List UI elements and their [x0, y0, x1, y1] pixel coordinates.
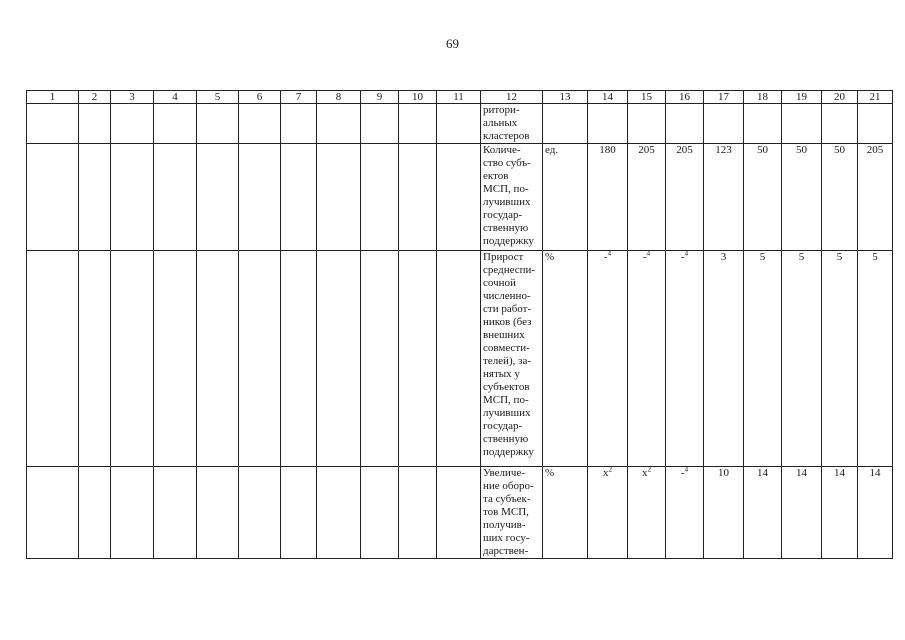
value-cell [744, 144, 782, 251]
value-cell [588, 104, 628, 144]
unit-cell: ед. [543, 144, 588, 251]
empty-cell [317, 251, 361, 467]
value-text: - [642, 251, 647, 263]
value-cell [704, 251, 744, 467]
empty-cell [437, 467, 481, 559]
indicator-text-line: ство субъ- [483, 157, 531, 169]
footnote-mark: 2 [608, 466, 612, 474]
value-text: 14 [796, 467, 807, 479]
column-header-11: 11 [437, 91, 481, 104]
empty-cell [239, 467, 281, 559]
empty-cell [317, 467, 361, 559]
value-cell [628, 144, 666, 251]
value-text: 205 [866, 144, 884, 156]
value-cell [704, 467, 744, 559]
column-header-19: 19 [782, 91, 822, 104]
value-text: 10 [718, 467, 729, 479]
value-text: - [680, 251, 685, 263]
empty-cell [281, 144, 317, 251]
unit-cell [543, 104, 588, 144]
empty-cell [197, 104, 239, 144]
value-cell [744, 104, 782, 144]
indicator-text-line: дарствен- [483, 545, 529, 557]
value-cell [704, 144, 744, 251]
empty-cell [111, 251, 154, 467]
indicator-text-line: Прирост [483, 251, 524, 263]
column-header-21: 21 [858, 91, 893, 104]
value-text: x [603, 467, 609, 479]
empty-cell [79, 144, 111, 251]
empty-cell [239, 144, 281, 251]
footnote-mark: 2 [647, 466, 651, 474]
value-text: 5 [759, 251, 766, 263]
value-cell [628, 467, 666, 559]
indicator-text-line: получив- [483, 519, 526, 531]
page-number: 69 [446, 36, 459, 51]
empty-cell [437, 144, 481, 251]
indicator-text-line: сочной [483, 277, 516, 289]
footnote-mark: 4 [684, 466, 689, 474]
value-cell [628, 251, 666, 467]
indicator-text-line: телей), за- [483, 355, 532, 367]
empty-cell [317, 144, 361, 251]
column-header-9: 9 [361, 91, 399, 104]
table-row [27, 144, 893, 251]
indicator-text-line: ственную [483, 222, 529, 234]
table-row [27, 251, 893, 467]
empty-cell [437, 251, 481, 467]
column-header-2: 2 [79, 91, 111, 104]
indicator-text-line: поддержку [483, 235, 534, 247]
indicator-text-line: численно- [483, 290, 531, 302]
indicator-text-line: ших госу- [483, 532, 530, 544]
indicator-text-line: альных [483, 117, 518, 129]
value-text: 14 [757, 467, 768, 479]
value-cell [858, 144, 893, 251]
empty-cell [79, 104, 111, 144]
column-header-5: 5 [197, 91, 239, 104]
column-header-7: 7 [281, 91, 317, 104]
value-cell [666, 144, 704, 251]
empty-cell [154, 251, 197, 467]
empty-cell [399, 251, 437, 467]
indicator-text-line: ектов [483, 170, 509, 182]
empty-cell [317, 104, 361, 144]
value-text: - [603, 251, 608, 263]
indicator-text-line: субъектов [483, 381, 530, 393]
value-text: 14 [834, 467, 845, 479]
empty-cell [399, 144, 437, 251]
column-header-13: 13 [543, 91, 588, 104]
indicator-text-line: ников (без [483, 316, 532, 328]
value-cell [744, 467, 782, 559]
value-text: 14 [869, 467, 881, 479]
empty-cell [281, 104, 317, 144]
value-cell [858, 104, 893, 144]
column-header-20: 20 [822, 91, 858, 104]
indicator-cell [481, 104, 543, 144]
empty-cell [437, 104, 481, 144]
empty-cell [154, 104, 197, 144]
value-cell [858, 251, 893, 467]
value-text: 3 [720, 251, 727, 263]
indicator-text-line: внешних [483, 329, 525, 341]
value-cell [666, 251, 704, 467]
column-header-8: 8 [317, 91, 361, 104]
empty-cell [79, 467, 111, 559]
column-header-17: 17 [704, 91, 744, 104]
empty-cell [154, 467, 197, 559]
column-header-3: 3 [111, 91, 154, 104]
indicator-text-line: та субъек- [483, 493, 531, 505]
empty-cell [79, 251, 111, 467]
indicator-text-line: ритори- [483, 104, 520, 116]
indicator-text-line: МСП, по- [483, 183, 529, 195]
column-header-16: 16 [666, 91, 704, 104]
indicator-text-line: ственную [483, 433, 529, 445]
value-cell [858, 467, 893, 559]
column-header-1: 1 [27, 91, 79, 104]
empty-cell [281, 467, 317, 559]
value-text: 50 [796, 144, 807, 156]
indicator-text-line: государ- [483, 209, 523, 221]
value-cell [704, 104, 744, 144]
value-text: 180 [599, 144, 616, 156]
empty-cell [197, 251, 239, 467]
indicator-text-line: среднеспи- [483, 264, 536, 276]
value-cell [822, 251, 858, 467]
header-row [27, 91, 893, 104]
indicator-text-line: совмести- [483, 342, 530, 354]
empty-cell [197, 144, 239, 251]
indicator-text-line: ние оборо- [483, 480, 534, 492]
empty-cell [111, 104, 154, 144]
empty-cell [111, 467, 154, 559]
empty-cell [281, 251, 317, 467]
empty-cell [27, 144, 79, 251]
table-row [27, 467, 893, 559]
empty-cell [27, 104, 79, 144]
empty-cell [361, 467, 399, 559]
value-text: 205 [638, 144, 655, 156]
value-text: 50 [757, 144, 768, 156]
data-table [26, 90, 893, 559]
footnote-mark: 4 [646, 250, 651, 258]
unit-cell: % [543, 467, 588, 559]
empty-cell [361, 104, 399, 144]
value-text: 205 [676, 144, 693, 156]
value-text: 5 [872, 251, 878, 263]
column-header-10: 10 [399, 91, 437, 104]
value-cell [782, 144, 822, 251]
indicator-text-line: нятых у [483, 368, 520, 380]
indicator-cell [481, 467, 543, 559]
value-cell [782, 251, 822, 467]
value-cell [588, 467, 628, 559]
indicator-text-line: сти работ- [483, 303, 532, 315]
indicator-cell [481, 251, 543, 467]
empty-cell [197, 467, 239, 559]
value-text: - [680, 467, 685, 479]
column-header-6: 6 [239, 91, 281, 104]
column-header-4: 4 [154, 91, 197, 104]
column-header-14: 14 [588, 91, 628, 104]
value-cell [588, 144, 628, 251]
empty-cell [361, 251, 399, 467]
column-header-18: 18 [744, 91, 782, 104]
indicator-text-line: МСП, по- [483, 394, 529, 406]
empty-cell [27, 467, 79, 559]
empty-cell [361, 144, 399, 251]
indicator-text-line: поддержку [483, 446, 534, 458]
table-row [27, 104, 893, 144]
empty-cell [239, 251, 281, 467]
empty-cell [154, 144, 197, 251]
value-text: 50 [834, 144, 845, 156]
footnote-mark: 4 [684, 250, 689, 258]
value-cell [782, 104, 822, 144]
indicator-text-line: Увеличе- [483, 467, 526, 479]
column-header-12: 12 [481, 91, 543, 104]
empty-cell [399, 467, 437, 559]
value-cell [666, 467, 704, 559]
indicator-cell [481, 144, 543, 251]
value-cell [744, 251, 782, 467]
indicator-text-line: лучивших [483, 407, 531, 419]
indicator-text-line: тов МСП, [483, 506, 529, 518]
value-cell [782, 467, 822, 559]
value-cell [666, 104, 704, 144]
indicator-text-line: государ- [483, 420, 523, 432]
indicator-text-line: Количе- [483, 144, 521, 156]
value-text: 123 [715, 144, 732, 156]
value-text: 5 [798, 251, 805, 263]
column-header-15: 15 [628, 91, 666, 104]
footnote-mark: 4 [607, 250, 612, 258]
value-text: 5 [836, 251, 843, 263]
value-cell [822, 467, 858, 559]
indicator-text-line: кластеров [483, 130, 530, 142]
value-cell [822, 144, 858, 251]
unit-cell: % [543, 251, 588, 467]
empty-cell [27, 251, 79, 467]
value-cell [588, 251, 628, 467]
value-cell [822, 104, 858, 144]
value-cell [628, 104, 666, 144]
empty-cell [111, 144, 154, 251]
empty-cell [399, 104, 437, 144]
value-text: x [642, 467, 648, 479]
empty-cell [239, 104, 281, 144]
indicator-text-line: лучивших [483, 196, 531, 208]
